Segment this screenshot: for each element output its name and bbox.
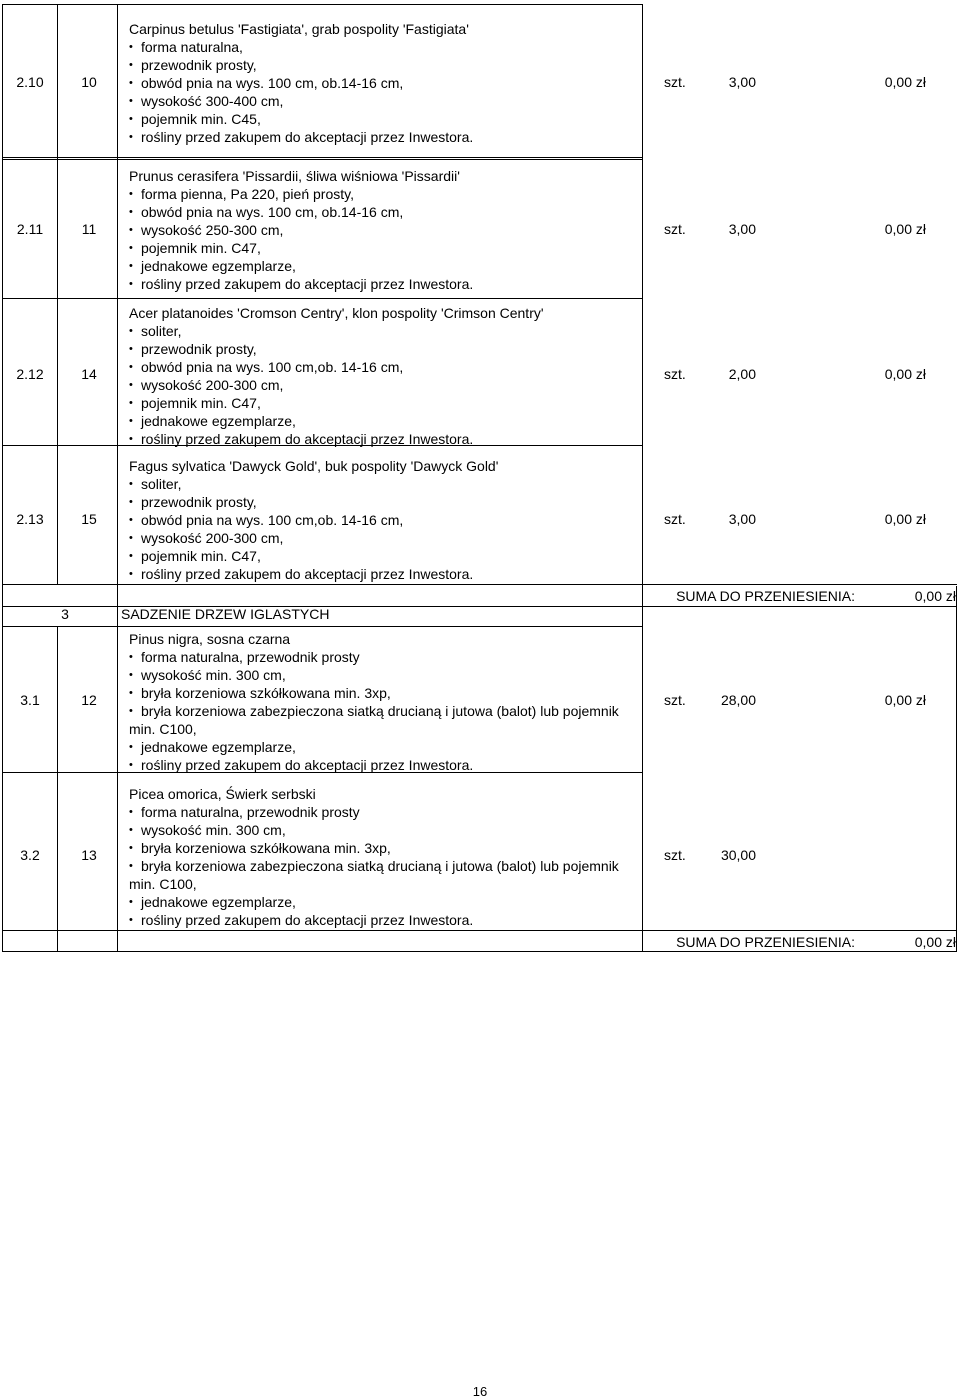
rule-6 [2, 626, 643, 627]
row-bullet: • przewodnik prosty, [129, 493, 498, 511]
section-lp: 3 [61, 606, 69, 622]
rule-1b [2, 159, 643, 160]
row-bullet: • jednakowe egzemplarze, [129, 257, 473, 275]
row-unit: szt. [664, 74, 686, 90]
row-description [129, 630, 619, 774]
border-lp-nr-2 [57, 627, 58, 951]
row-unit: szt. [664, 366, 686, 382]
row-value: 0,00 zł [884, 74, 926, 90]
row-lp: 2.13 [16, 511, 44, 527]
row-lp: 2.10 [16, 74, 44, 90]
row-value: 0,00 zł [884, 692, 926, 708]
row-bullet: • pojemnik min. C47, [129, 394, 544, 412]
row-qty: 3,00 [728, 221, 756, 237]
row-unit: szt. [664, 692, 686, 708]
row-bullet: • rośliny przed zakupem do akceptacji przez Inwestora. [129, 430, 544, 448]
row-bullet: • forma pienna, Pa 220, pień prosty, [129, 185, 473, 203]
row-bullet: • soliter, [129, 475, 498, 493]
row-bullet: • wysokość 200-300 cm, [129, 376, 544, 394]
row-qty: 28,00 [720, 692, 756, 708]
rule-top [2, 4, 643, 5]
row-nr: 12 [81, 692, 97, 708]
rule-4 [2, 584, 957, 585]
row-qty: 3,00 [728, 74, 756, 90]
row-nr: 14 [81, 366, 97, 382]
row-nr: 11 [81, 221, 97, 237]
row-bullet: • bryła korzeniowa zabezpieczona siatką drucianą i jutowa (balot) lub pojemnik [129, 702, 619, 720]
row-bullet: • rośliny przed zakupem do akceptacji przez Inwestora. [129, 911, 619, 929]
rule-2 [2, 298, 643, 299]
row-bullet: • wysokość 250-300 cm, [129, 221, 473, 239]
border-nr-desc [117, 4, 118, 951]
row-value: 0,00 zł [884, 366, 926, 382]
row-bullet: • bryła korzeniowa szkółkowana min. 3xp, [129, 684, 619, 702]
row-bullet: • pojemnik min. C47, [129, 239, 473, 257]
row-bullet: • przewodnik prosty, [129, 56, 473, 74]
row-value: 0,00 zł [884, 221, 926, 237]
row-bullet: • soliter, [129, 322, 544, 340]
border-left [2, 4, 3, 951]
sum-value: 0,00 zł [914, 588, 956, 604]
row-bullet: • obwód pnia na wys. 100 cm, ob.14-16 cm, [129, 74, 473, 92]
row-bullet: • rośliny przed zakupem do akceptacji przez Inwestora. [129, 275, 473, 293]
row-bullet: • wysokość 300-400 cm, [129, 92, 473, 110]
row-description [129, 20, 473, 146]
border-right [956, 586, 957, 951]
border-lp-nr [57, 4, 58, 584]
row-title: Carpinus betulus 'Fastigiata', grab pospolity 'Fastigiata' [129, 21, 469, 37]
row-bullet: • jednakowe egzemplarze, [129, 412, 544, 430]
row-title: Fagus sylvatica 'Dawyck Gold', buk pospolity 'Dawyck Gold' [129, 458, 499, 474]
row-title: Acer platanoides 'Cromson Centry', klon pospolity 'Crimson Centry' [129, 305, 544, 321]
row-description [129, 167, 473, 293]
row-bullet: • pojemnik min. C45, [129, 110, 473, 128]
row-description [129, 785, 619, 929]
row-bullet: • bryła korzeniowa zabezpieczona siatką drucianą i jutowa (balot) lub pojemnik [129, 857, 619, 875]
row-unit: szt. [664, 847, 686, 863]
row-bullet: • wysokość min. 300 cm, [129, 821, 619, 839]
row-lp: 3.2 [20, 847, 40, 863]
row-bullet: • forma naturalna, [129, 38, 473, 56]
rule-bottom [2, 951, 957, 952]
row-unit: szt. [664, 221, 686, 237]
row-unit: szt. [664, 511, 686, 527]
rule-1 [2, 157, 643, 158]
row-qty: 3,00 [728, 511, 756, 527]
row-bullet: • jednakowe egzemplarze, [129, 893, 619, 911]
row-qty: 30,00 [720, 847, 756, 863]
border-desc-right [642, 4, 643, 951]
row-nr: 13 [81, 847, 97, 863]
row-bullet: • jednakowe egzemplarze, [129, 738, 619, 756]
sum-value: 0,00 zł [914, 934, 956, 950]
row-title: Prunus cerasifera 'Pissardii, śliwa wiśniowa 'Pissardii' [129, 168, 460, 184]
row-description [129, 457, 498, 583]
row-bullet: • obwód pnia na wys. 100 cm,ob. 14-16 cm, [129, 358, 544, 376]
row-bullet-continuation: min. C100, [129, 721, 197, 737]
row-bullet: • rośliny przed zakupem do akceptacji przez Inwestora. [129, 756, 619, 774]
row-lp: 2.12 [16, 366, 44, 382]
row-nr: 10 [81, 74, 97, 90]
row-bullet: • przewodnik prosty, [129, 340, 544, 358]
row-title: Pinus nigra, sosna czarna [129, 631, 291, 647]
row-bullet: • forma naturalna, przewodnik prosty [129, 648, 619, 666]
row-bullet: • obwód pnia na wys. 100 cm, ob.14-16 cm, [129, 203, 473, 221]
row-bullet: • bryła korzeniowa szkółkowana min. 3xp, [129, 839, 619, 857]
row-lp: 3.1 [20, 692, 40, 708]
row-value: 0,00 zł [884, 511, 926, 527]
row-bullet: • wysokość min. 300 cm, [129, 666, 619, 684]
row-bullet-continuation: min. C100, [129, 876, 197, 892]
row-description [129, 304, 544, 448]
row-qty: 2,00 [728, 366, 756, 382]
row-nr: 15 [81, 511, 97, 527]
page-number: 16 [472, 1384, 488, 1399]
section-title: SADZENIE DRZEW IGLASTYCH [121, 606, 330, 622]
row-title: Picea omorica, Świerk serbski [129, 786, 316, 802]
row-bullet: • rośliny przed zakupem do akceptacji przez Inwestora. [129, 128, 473, 146]
row-bullet: • forma naturalna, przewodnik prosty [129, 803, 619, 821]
row-bullet: • pojemnik min. C47, [129, 547, 498, 565]
row-bullet: • rośliny przed zakupem do akceptacji przez Inwestora. [129, 565, 498, 583]
rule-8 [2, 930, 957, 931]
row-bullet: • obwód pnia na wys. 100 cm,ob. 14-16 cm, [129, 511, 498, 529]
row-bullet: • wysokość 200-300 cm, [129, 529, 498, 547]
sum-label: SUMA DO PRZENIESIENIA: [676, 934, 855, 950]
sum-label: SUMA DO PRZENIESIENIA: [676, 588, 855, 604]
row-lp: 2.11 [16, 221, 44, 237]
